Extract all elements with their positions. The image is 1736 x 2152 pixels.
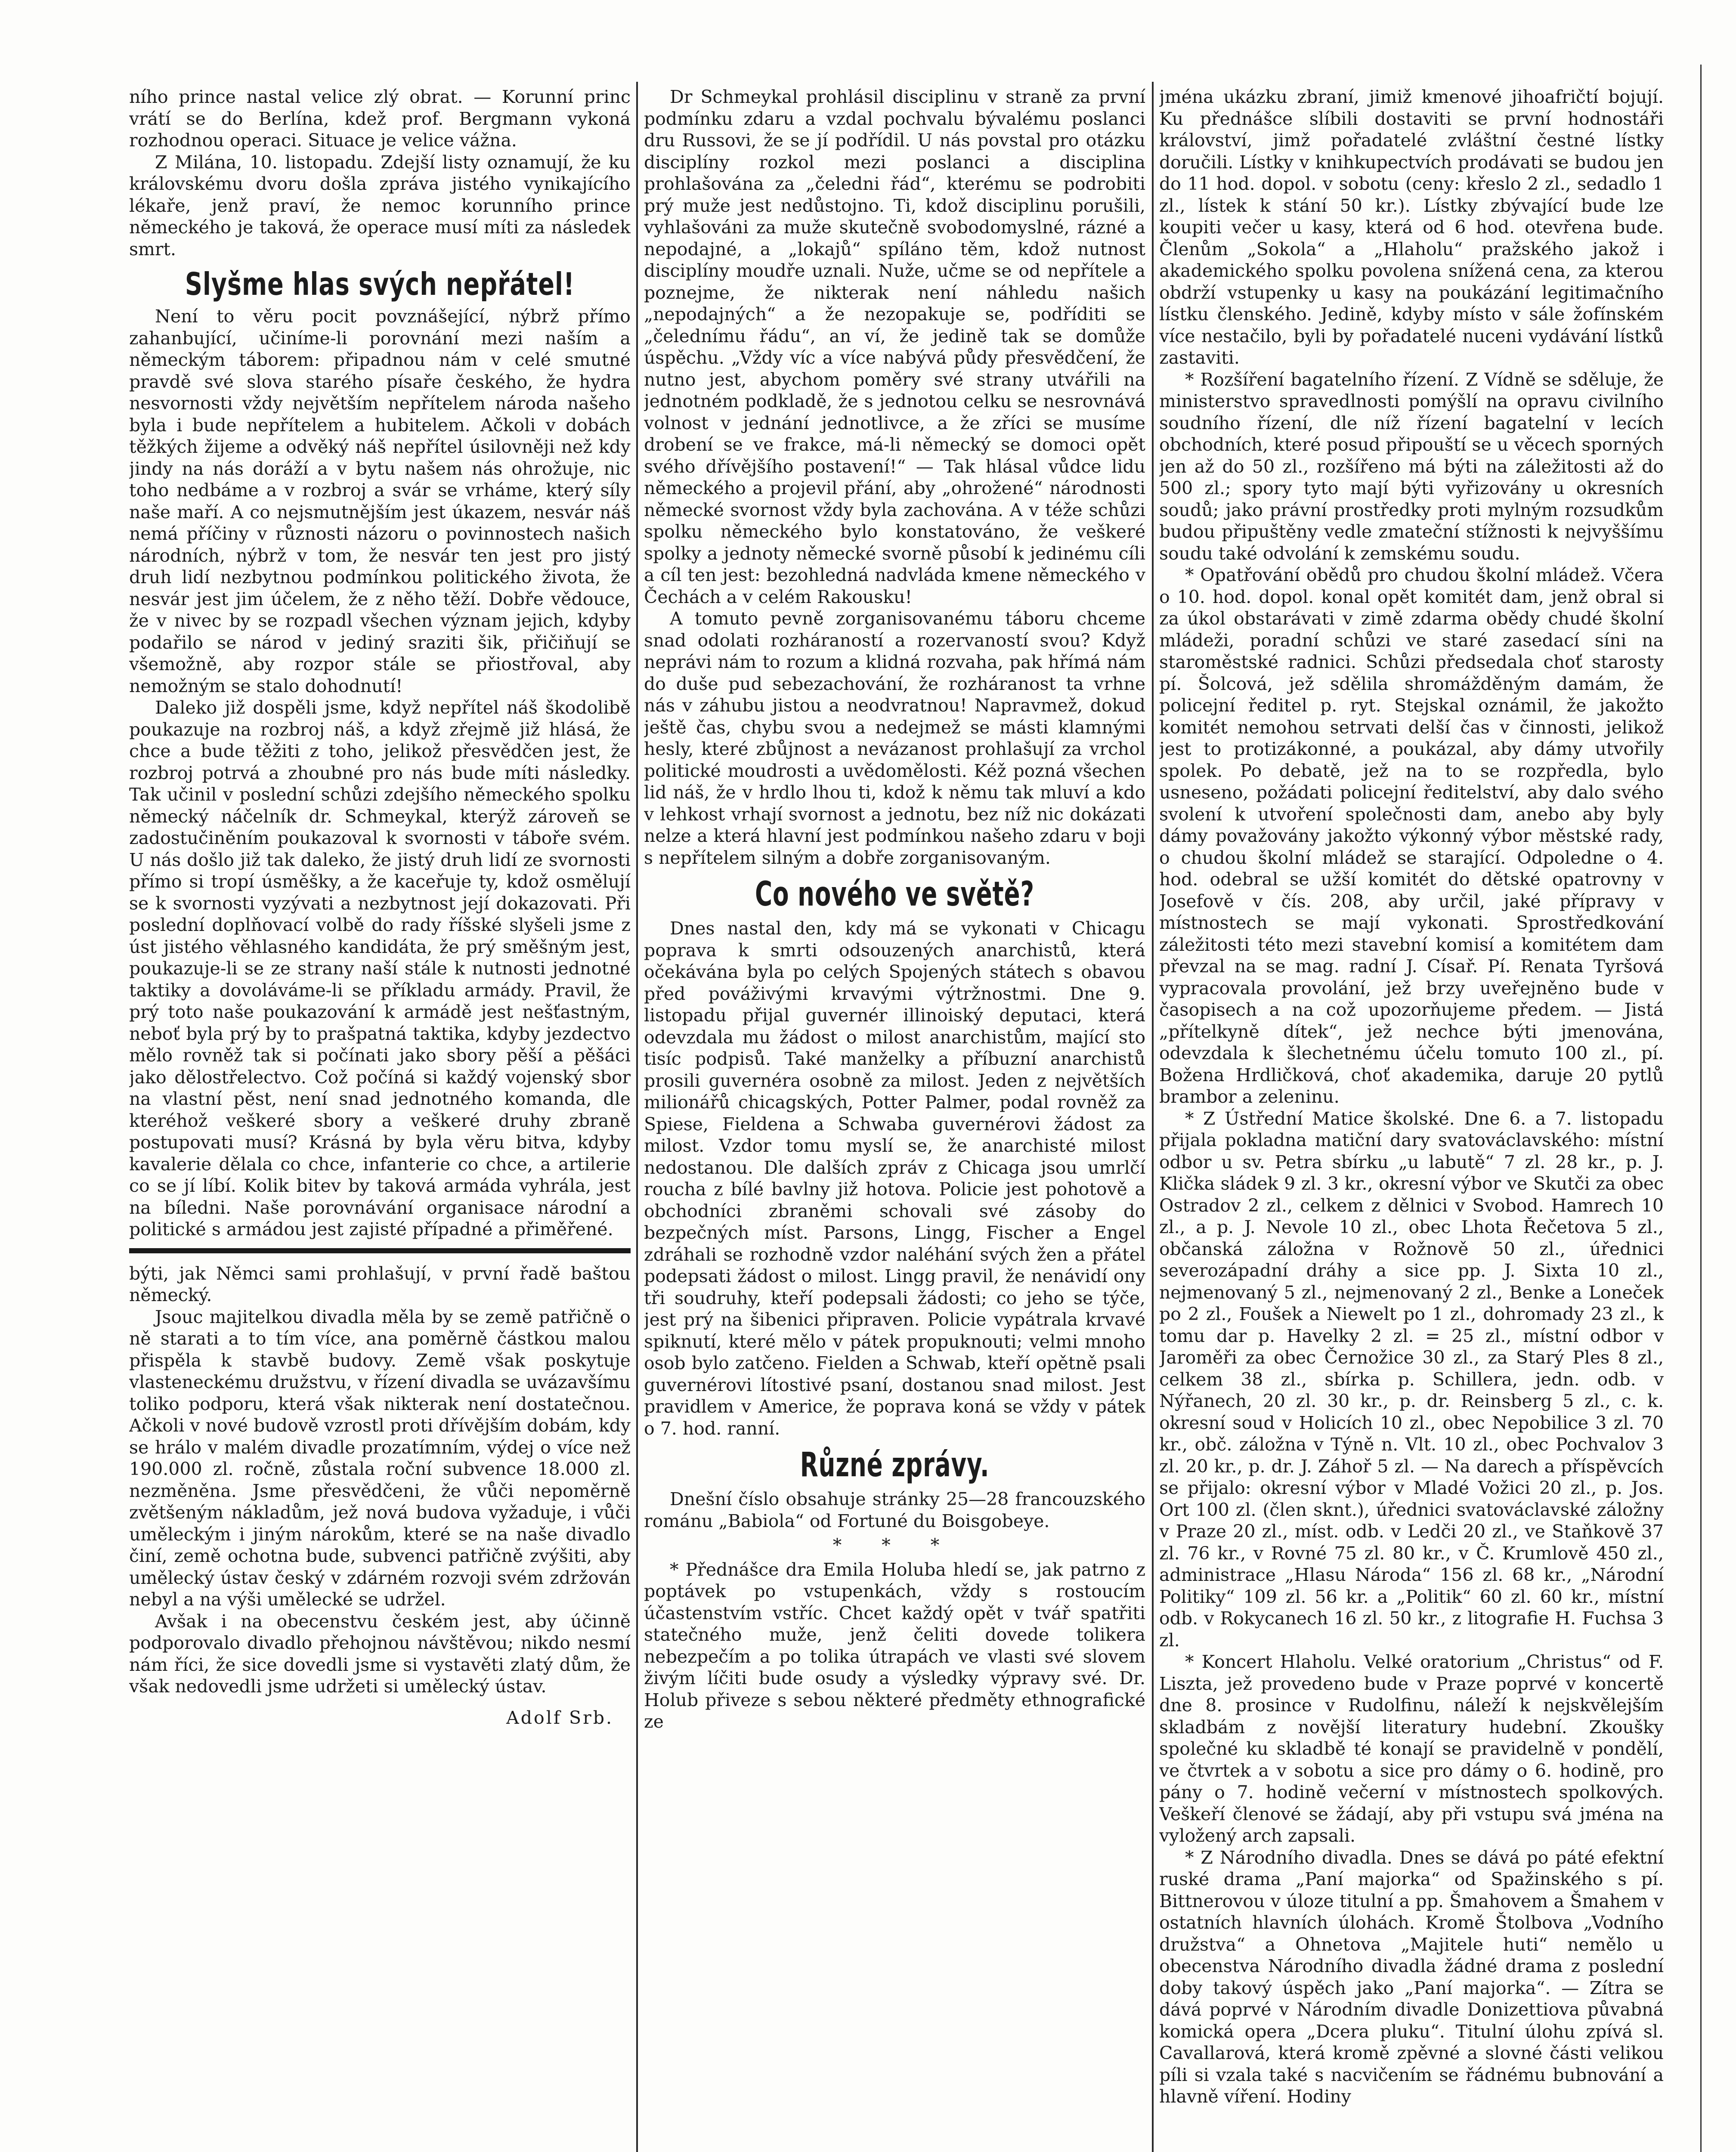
separator-stars: * * * [832, 1535, 957, 1555]
article-text: Dnešní číslo obsahuje stránky 25—28 francouzského románu „Babiola“ od Fortuné du Boisgobeye. [644, 1489, 1145, 1531]
article-text: * Z Ústřední Matice školské. Dne 6. a 7. listopadu přijala pokladna matiční dary svatováclavského: místní odbor u sv. Petra sbírku „u labutě“ 7 zl. 28 kr., p. J. Klička sládek 9 zl. 3 kr., okresní výbor ve Skutči za obec Ostradov 2 zl., celkem z dělnici v Svobod. Hamrech 10 zl., a p. J. Nevole 10 zl., obec Lhota Řečetova 5 zl., občanská záložna v Rožnově 50 zl., úřednici severozápadní dráhy a sice pp. J. Sixta 10 zl., nejmenovaný 5 zl., nejmenovaný 2 zl., Benke a Loneček po 2 zl., Foušek a Niewelt po 1 zl., dohromady 23 zl., k tomu dar p. Havelky 2 zl. = 25 zl., místní odbor v Jaroměři za obec Černožice 30 zl., za Starý Ples 8 zl., celkem 38 zl., sbírka p. Schillera, jedn. odb. v Nýřanech, 20 zl. 30 kr., p. dr. Reinsberg 5 zl., c. k. okresní soud v Holicích 10 zl., obec Nepobilice 3 zl. 70 kr., obč. záložna v Týně n. Vlt. 10 zl., obec Pochvalov 3 zl. 20 kr., p. dr. J. Záhoř 5 zl. — Na darech a příspěvcích se přijalo: okresní výbor v Mladé Vožici 20 zl., p. Jos. Ort 100 zl. (člen sknt.), úřednici svatováclavské záložny v Praze 20 zl., míst. odb. v Ledči 20 zl., ve Staňkově 37 zl. 76 kr., v Rovné 75 zl. 80 kr., v Č. Krumlově 450 zl., administrace „Hlasu Národa“ 156 zl. 68 kr., „Národní Politiky“ 109 zl. 56 kr. a „Politik“ 60 zl. 60 kr., místní odb. v Rokycanech 16 zl. 50 kr., z litografie H. Fuchsa 3 zl. [1159, 1108, 1664, 1651]
article-text: Daleko již dospěli jsme, když nepřítel náš škodolibě poukazuje na rozbroj náš, a když zřejmě již hlásá, že chce a bude těžiti z toho, jelikož přesvědčen jest, že rozbroj potrvá a zhoubné pro nás bude míti následky. Tak učinil v poslední schůzi zdejšího německého spolku německý náčelník dr. Schmeykal, kterýž zároveň se zadostučiněním poukazoval k svornosti v táboře svém. U nás došlo již tak daleko, že jistý druh lidí ze svornosti přímo si tropí úsměšky, a že kaceřuje ty, kdož osmělují se k svornosti vyzývati a nezbytnost její dokazovati. Při poslední doplňovací volbě do rady říšské slyšeli jsme z úst jistého věhlasného kandidáta, že prý směšným jest, poukazuje-li se ze strany naší stále k nutnosti jednotné taktiky a dovoláváme-li se příkladu armády. Pravil, že prý toto naše poukazování k armádě jest nešťastným, neboť byla prý by to prašpatná taktika, kdyby jezdectvo mělo rovněž tak si počínati jako sbory pěší a pěšáci jako dělostřelectvo. Což počíná si každý vojenský sbor na vlastní pěst, není snad jednotného komanda, dle kteréhož veškeré sbory a veškeré druhy zbraně postupovati musí? Krásná by byla věru bitva, kdyby kavalerie dělala co chce, infanterie co chce, a artilerie co se jí líbí. Kolik bitev by taková armáda vyhrála, jest na bíledni. Naše porovnávání organisace národní a politické s armádou jest zajisté případné a přiměřené. [129, 697, 631, 1240]
article-text: * Z Národního divadla. Dnes se dává po páté efektní ruské drama „Paní majorka“ od Spažinského s pí. Bittnerovou v úloze titulní a pp. Šmahovem a Šmahem v ostatních hlavních úlohách. Kromě Štolbova „Vodního družstva“ a Ohnetova „Majitele huti“ nemělo u obecenstva Národního divadla žádné drama z poslední doby takový úspěch jako „Paní majorka“. — Zítra se dává poprvé v Národním divadle Donizettiova půvabná komická opera „Dcera pluku“. Titulní úlohu zpívá sl. Cavallarová, která kromě zpěvné a slovné části velikou píli si vzala také s nacvičením se řádnému bubnování a hlavně víření. Hodiny [1159, 1847, 1664, 2107]
article-text: Dnes nastal den, kdy má se vykonati v Chicagu poprava k smrti odsouzených anarchistů, která očekávána byla po celých Spojených státech s obavou před pováživými krvavými výtržnostmi. Dne 9. listopadu přijal guvernér illinoiský deputaci, která odevzdala mu žádost o milost anarchistům, mající sto tisíc podpisů. Také manželky a příbuzní anarchistů prosili guvernéra osobně za milost. Jeden z největších milionářů chicagských, Potter Palmer, podal rovněž za Spiese, Fieldena a Schwaba guvernérovi žádost za milost. Vzdor tomu myslí se, že anarchisté milost nedostanou. Dle dalších zpráv z Chicaga jsou umrlčí roucha z bílé bavlny již hotova. Policie jest pohotově a obchodníci zbraněmi schovali své zásoby do bezpečných míst. Parsons, Lingg, Fischer a Engel zdráhali se rozhodně vzdor naléhání svých žen a přátel podepsati žádost o milost. Lingg pravil, že nenávidí ony tři soudruhy, kteří podepsali žádosti; co jeho se týče, jest prý na šibenici připraven. Policie vypátrala krvavé spiknutí, které mělo v pátek propuknouti; velmi mnoho osob bylo zatčeno. Fielden a Schwab, kteří opětně psali guvernérovi lítostivé psaní, dostanou snad milost. Jest pravidlem v Americe, že poprava koná se vždy v pátek o 7. hod. ranní. [644, 918, 1145, 1439]
article-text: Dr Schmeykal prohlásil disciplinu v straně za první podmínku zdaru a vzdal pochvalu bývalému poslanci dru Russovi, že se jí podřídil. U nás povstal pro otázku disciplíny rozkol mezi poslanci a disciplina prohlašována za „čeledni řád“, kterému se podrobiti prý muže jest nedůstojno. Ti, kdož disciplinu porušili, vyhlašováni za muže skutečně svobodomyslné, rázné a nepodajné, a „lokajů“ spíláno těm, kdož nutnost disciplíny moudře uznali. Nuže, učme se od nepřítele a poznejme, že nikterak není náhledu našich „nepodajných“ a že nezopakuje se, podříditi se „čelednímu řádu“, an ví, že jedině tak se domůže úspěchu. „Vždy víc a více nabývá půdy přesvědčení, že nutno jest, abychom poměry své strany utvářili na jednotném podkladě, že s jednotou celku se nesrovnává volnost v jednání jednotlivce, a že zříci se musíme drobení se ve frakce, má-li německý se domoci opět svého dřívějšího postavení!“ — Tak hlásal vůdce lidu německého a projevil přání, aby „ohrožené“ národnosti německé svornost vždy byla zachována. A v téže schůzi spolku německého bylo konstatováno, že veškeré spolky a jednoty německé svorně působí k jedinému cíli a cíl ten jest: bezohledná nadvláda kmene německého v Čechách a v celém Rakousku! [644, 87, 1145, 607]
column-1 [129, 86, 631, 2152]
article-text: ního prince nastal velice zlý obrat. — Korunní princ vrátí se do Berlína, kdež prof. Bergmann vykoná rozhodnou operaci. Situace je velice vážna. [129, 87, 631, 151]
article-text: býti, jak Němci sami prohlašují, v první řadě baštou německý. [129, 1263, 631, 1305]
article-text: A tomuto pevně zorganisovanému táboru chceme snad odolati rozháraností a rozervaností svou? Když neprávi nám to rozum a klidná rozvaha, pak hřímá nám do duše pud sebezachování, že rozháranost ta vrhne nás v záhubu jistou a neodvratnou! Napravmež, dokud ještě čas, chybu svou a nedejmež se másti klamnými hesly, které zbůjnost a nevázanost prohlašují za vrchol politické moudrosti a uvědomělosti. Kéž pozná všechen lid náš, že v hrdlo lhou ti, kdož k němu tak mluví a kdo v lehkost vrhají svornost a jednotu, bez níž nic dokázati nelze a která hlavní jest podmínkou našeho zdaru v boji s nepřítelem silným a dobře zorganisovaným. [644, 608, 1145, 868]
article-text: Jsouc majitelkou divadla měla by se země patřičně o ně starati a to tím více, ana poměrně částkou malou přispěla k stavbě budovy. Země však poskytuje vlasteneckému družstvu, v řízení divadla se uvázavšímu toliko podporu, která však nikterak není dostatečnou. Ačkoli v nové budově vzrostl proti dřívějším dobám, kdy se hrálo v malém divadle prozatímním, výdej o více než 190.000 zl. ročně, zůstala roční subvence 18.000 zl. nezměněna. Jsme přesvědčeni, že vůči nepoměrně zvětšeným nákladům, jež nová budova vyžaduje, i vůči uměleckým i jiným nárokům, které se na naše divadlo činí, země ochotna bude, subvenci patřičně zvýšiti, aby umělecký ústav český v zdárném rozvoji svém zdržován nebyl a na výši umělecké se udržel. [129, 1306, 631, 1610]
column-rule [636, 82, 638, 2152]
section-heading: Různé zprávy. [800, 1446, 990, 1484]
column-2 [644, 86, 1145, 2152]
section-heading: Co nového ve světě? [755, 875, 1034, 914]
article-text: * Koncert Hlaholu. Velké oratorium „Christus“ od F. Liszta, jež provedeno bude v Praze poprvé v koncertě dne 8. prosince v Rudolfinu, náleží k nejskvělejším skladbám z novější literatury hudební. Zkoušky společné ku skladbě té konají se pravidelně v pondělí, ve čtvrtek a v sobotu a sice pro dámy o 6. hodině, pro pány o 7. hodině večerní v místnostech spolkových. Veškeří členové se žádají, aby při vstupu svá jména na vyložený arch zapsali. [1159, 1651, 1664, 1846]
section-divider [129, 1248, 631, 1253]
article-text: Avšak i na obecenstvu českém jest, aby účinně podporovalo divadlo přehojnou návštěvou; nikdo nesmí nám říci, že sice dovedli jsme si vystavěti zlatý dům, že však nedovedli jsme udržeti si umělecký ústav. [129, 1611, 631, 1697]
page-edge-rule [1700, 65, 1702, 2152]
article-heading: Slyšme hlas svých nepřátel! [185, 266, 575, 302]
article-text: Není to věru pocit povznášející, nýbrž přímo zahanbující, učiníme-li porovnání mezi naším a německým táborem: připadnou nám v celé smutné pravdě své slova starého písaře českého, že hydra nesvornosti vždy největším nepřítelem národa našeho byla i bude nepřítelem a hubitelem. Ačkoli v dobách těžkých žijeme a odvěký náš nepřítel úsilovněji než kdy jindy na nás doráží a v bytu našem nás ohrožuje, nic toho nedbáme a v rozbroj a svár se vrháme, který síly naše maří. A co nejsmutnějším jest úkazem, nesvár náš nemá příčiny v různosti názoru o povinnostech našich národních, nýbrž v tom, že nesvár ten jest pro jistý druh lidí nezbytnou podmínkou politického života, že nesvár jest jim účelem, že z něho těží. Dobře vědouce, že v nivec by se rozpadl všechen význam jejich, kdyby podařilo se národ v jediný sraziti šik, přičiňují se všemožně, aby rozpor stále se přiostřoval, aby nemožným se stalo dohodnutí! [129, 306, 631, 696]
column-3 [1159, 86, 1664, 2152]
author-signature: Adolf Srb. [506, 1707, 613, 1728]
article-text: jména ukázku zbraní, jimiž kmenové jihoafričtí bojují. Ku přednášce slíbili dostaviti se první hodnostáři království, jimž pořadatelé zvláštní čestné lístky doručili. Lístky v knihkupectvích prodávati se budou jen do 11 hod. dopol. v sobotu (ceny: křeslo 2 zl., sedadlo 1 zl., lístek k stání 50 kr.). Lístky zbývající bude lze koupiti večer u kasy, která od 6 hod. otevřena bude. Členům „Sokola“ a „Hlaholu“ pražského jakož i akademického spolku povolena snížená cena, za kterou obdrží vstupenky u kasy na poukázání legitimačního lístku členského. Jedině, kdyby místo v sále žofínském více nestačilo, byli by pořadatelé nuceni vydávání lístků zastaviti. [1159, 87, 1664, 368]
column-rule [1152, 82, 1154, 2152]
article-text: Z Milána, 10. listopadu. Zdejší listy oznamují, že ku královskému dvoru došla zpráva jistého vynikajícího lékaře, jenž praví, že nemoc korunního prince německého je taková, že operace musí míti za následek smrt. [129, 152, 631, 260]
article-text: * Opatřování obědů pro chudou školní mládež. Včera o 10. hod. dopol. konal opět komitét dam, jenž obral si za úkol obstarávati v zimě zdarma obědy chudé školní mládeži, poradní schůzi ve staré zasedací síni na staroměstské radnici. Schůzi předsedala choť starosty pí. Šolcová, jež sdělila shromážděným damám, že policejní ředitel p. ryt. Stejskal oznámil, že jakožto komitét nemohou setrvati delší čas v činnosti, jelikož jest to protizákonné, a poukázal, aby dámy utvořily spolek. Po debatě, jež na to se rozpředla, bylo usneseno, požádati policejní ředitelství, aby dalo svého svolení k utvoření společnosti dam, anebo aby byly dámy považovány jakožto výkonný výbor městské rady, o chudou školní mládež se starající. Odpoledne o 4. hod. odebral se užší komitét do dětské opatrovny v Josefově v čís. 208, aby určil, jaké přípravy v místnostech se mají vykonati. Sprostředkování záležitosti této mezi stavební komisí a komitétem dam převzal na se mag. radní J. Císař. Pí. Renata Tyršová vypracovala provolání, jež brzy uveřejněno bude v časopisech a na což upozorňujeme předem. — Jistá „přítelkyně dítek“, jež nechce býti jmenována, odevzdala k šlechetnému účelu tomuto 100 zl., pí. Božena Hrdličková, choť akademika, daruje 20 pytlů brambor a zeleninu. [1159, 565, 1664, 1107]
article-text: * Přednášce dra Emila Holuba hledí se, jak patrno z poptávek po vstupenkách, vždy s rostoucím účastenstvím vstříc. Chcet každý opět v tvář spatřiti statečného muže, jenž čeliti dovede tolikera nebezpečím a po tolika útrapách ve vlasti své slovem živým líčiti bude osudy a výsledky výpravy své. Dr. Holub přiveze s sebou některé předměty ethnografické ze [644, 1559, 1145, 1732]
article-text: * Rozšíření bagatelního řízení. Z Vídně se sděluje, že ministerstvo spravedlnosti pomýšlí na opravu civilního soudního řízení, dle níž řízení bagatelní v lecích obchodních, které posud připouští se u věcech sporných jen až do 50 zl., rozšířeno má býti na záležitosti až do 500 zl.; spory tyto mají býti vyřizovány u okresních soudů; jako právní prostředky proti mylným rozsudkům budou připuštěny vedle zmateční stížnosti k nejvyššímu soudu také odvolání k zemskému soudu. [1159, 369, 1664, 564]
